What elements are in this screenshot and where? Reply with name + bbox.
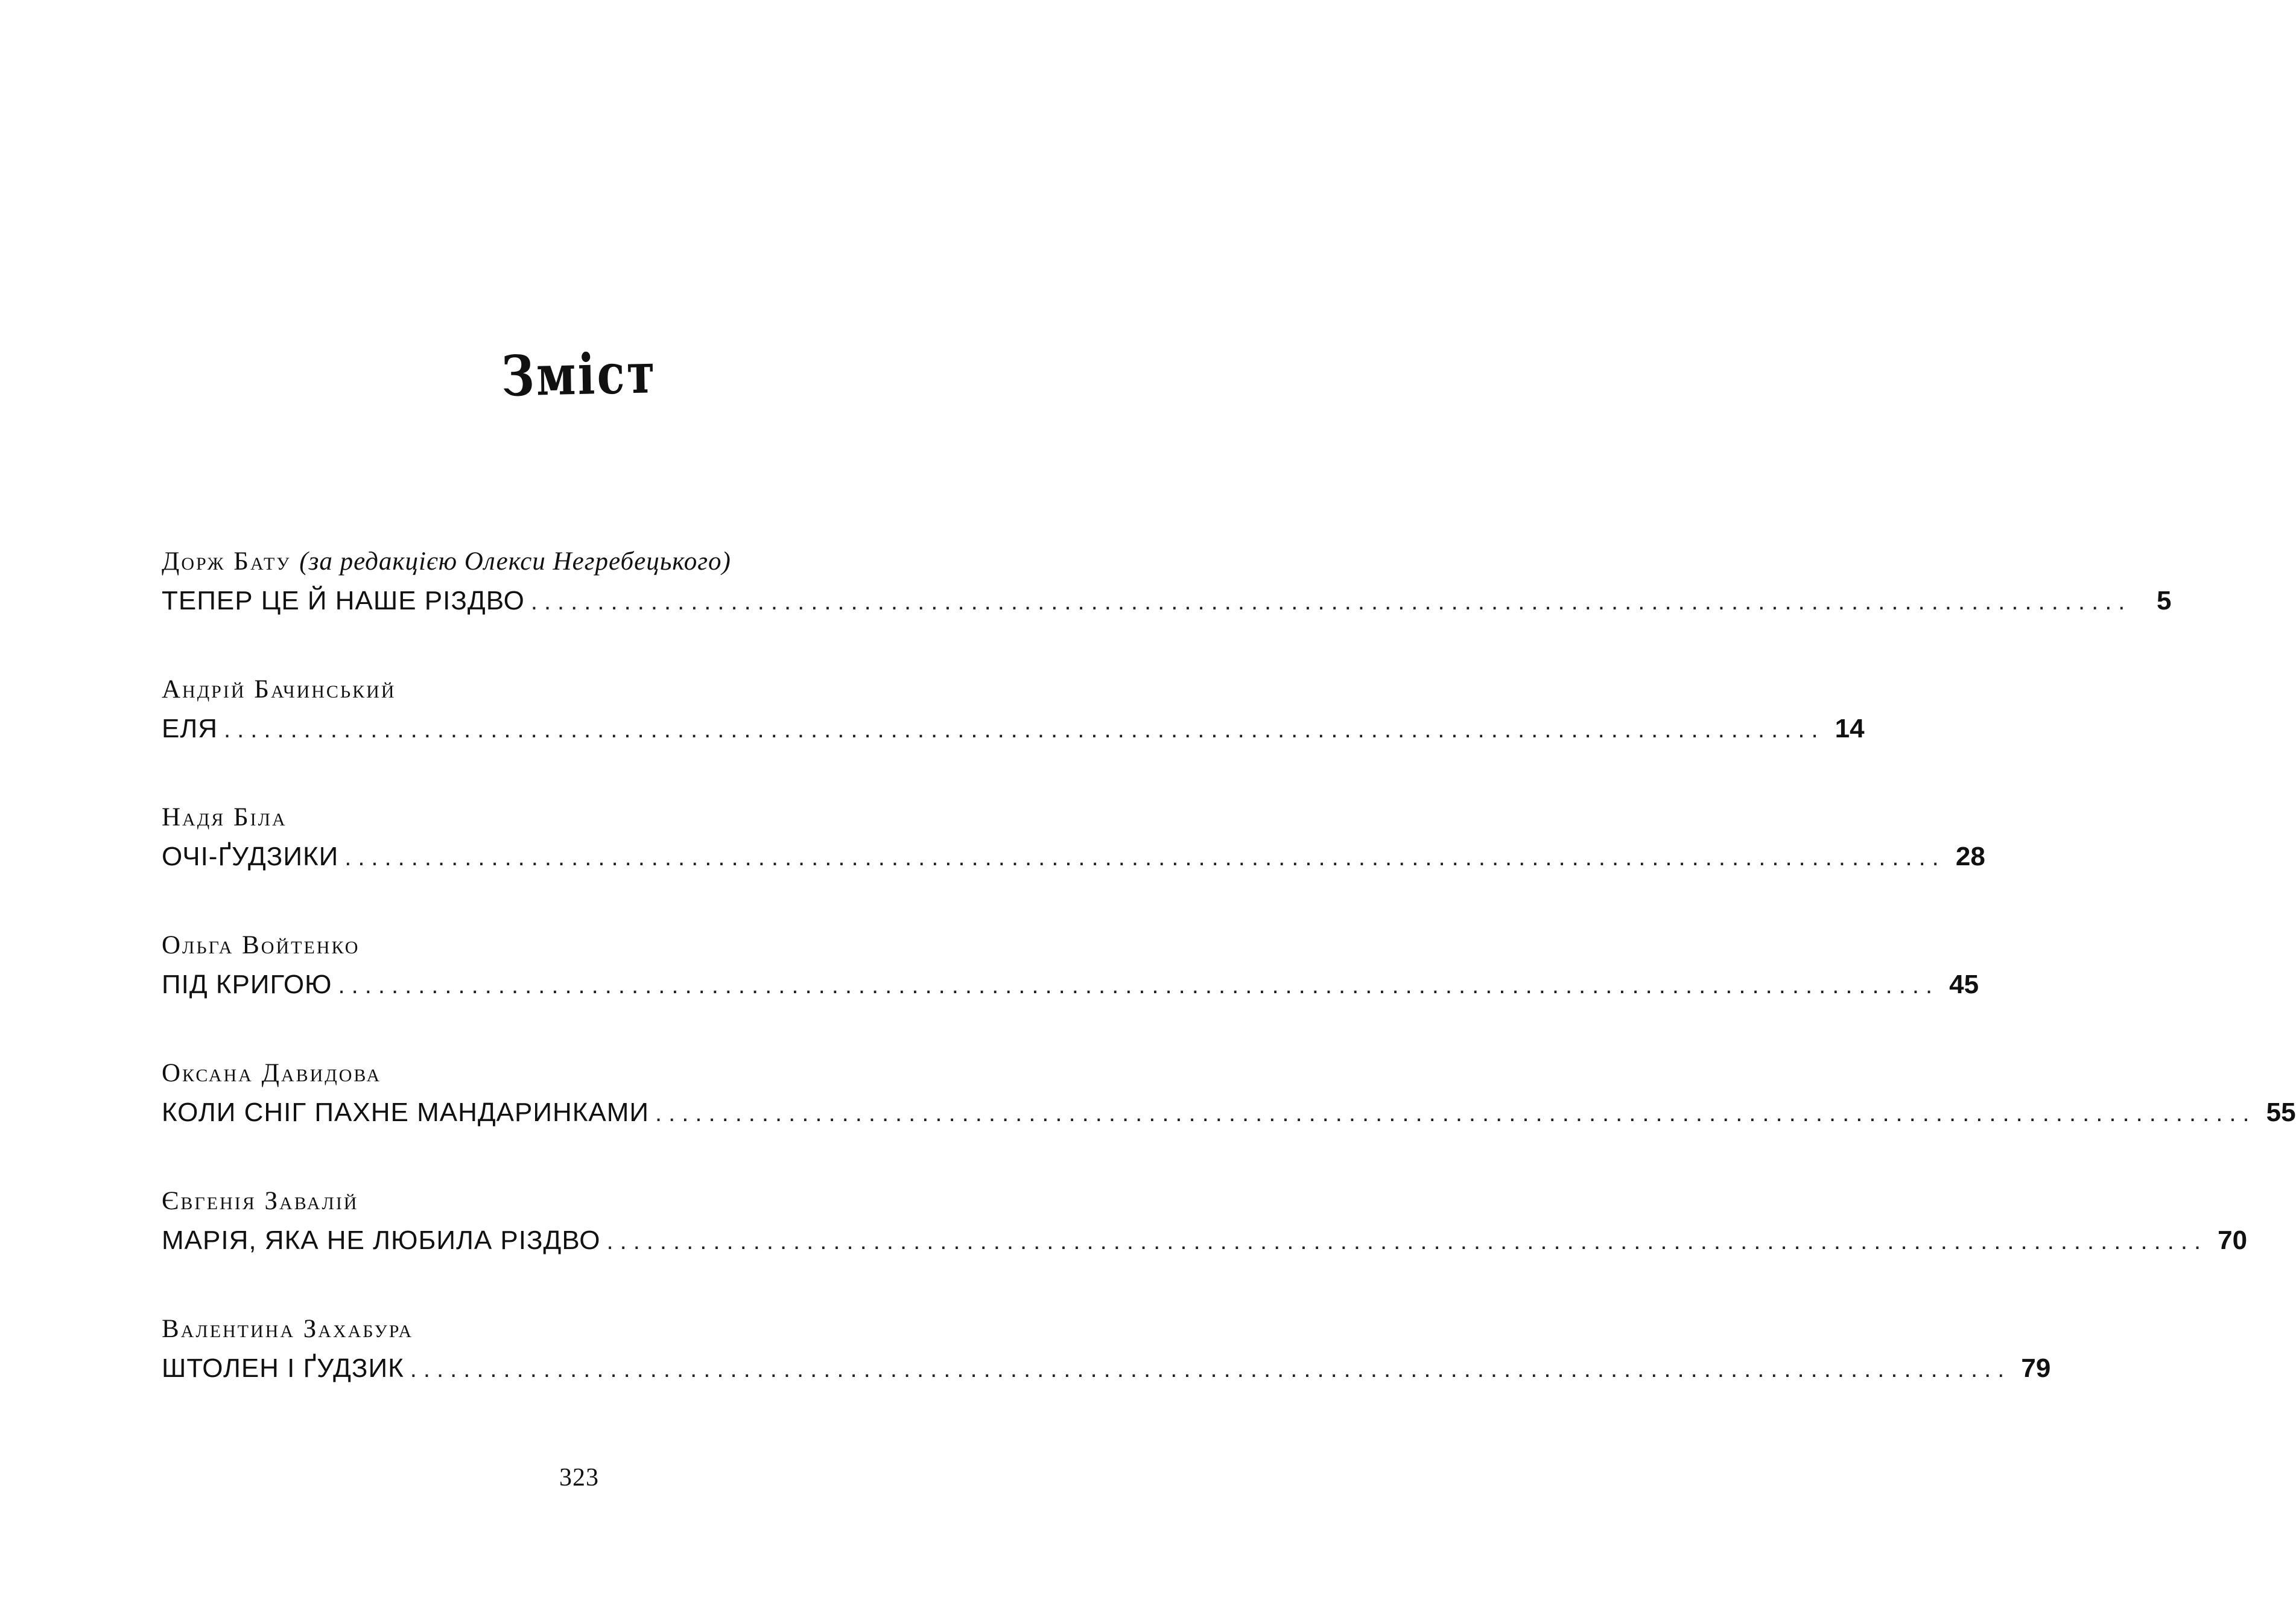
- toc-page-number: 79: [2021, 1353, 2051, 1383]
- toc-line[interactable]: [162, 842, 1985, 878]
- toc-page-number: 45: [1949, 970, 1979, 999]
- page-title: Зміст: [501, 340, 658, 409]
- toc-line[interactable]: [162, 1098, 2296, 1134]
- toc-page-number: 14: [1835, 714, 1865, 743]
- author-name: Ольга Войтенко: [162, 931, 360, 959]
- toc-entry: [162, 930, 1979, 1058]
- toc-author: [162, 930, 940, 961]
- toc-page-number: 55: [2266, 1098, 2296, 1127]
- toc-author: [162, 1314, 940, 1345]
- toc-story-title[interactable]: ЕЛЯ: [162, 714, 218, 743]
- toc-line[interactable]: [162, 1353, 2051, 1390]
- author-name: Євгенія Завалій: [162, 1187, 359, 1215]
- toc-entry: [162, 802, 1985, 930]
- dot-leader: ........................................................................................................................: [530, 588, 2132, 615]
- toc-story-title[interactable]: ШТОЛЕН І ҐУДЗИК: [162, 1353, 404, 1383]
- toc-story-title[interactable]: МАРІЯ, ЯКА НЕ ЛЮБИЛА РІЗДВО: [162, 1225, 601, 1255]
- editor-note: (за редакцією Олекси Негребецького): [299, 547, 731, 576]
- toc-entry: [162, 1058, 2296, 1186]
- toc-author: [162, 674, 940, 705]
- dot-leader: ........................................................................................................................: [410, 1356, 2011, 1382]
- toc-page-number: 70: [2218, 1225, 2248, 1255]
- toc-line[interactable]: [162, 714, 1865, 750]
- author-name: Валентина Захабура: [162, 1315, 414, 1343]
- toc-line[interactable]: [162, 970, 1979, 1006]
- toc-story-title[interactable]: ПІД КРИГОЮ: [162, 970, 332, 999]
- page-number: 323: [559, 1464, 599, 1492]
- toc-story-title[interactable]: ОЧІ-ҐУДЗИКИ: [162, 842, 339, 871]
- dot-leader: ........................................................................................................................: [655, 1100, 2256, 1127]
- toc-line[interactable]: [162, 586, 2172, 622]
- toc-entry: [162, 546, 2172, 674]
- toc-entry: [162, 1186, 2248, 1314]
- author-name: Дорж Бату: [162, 547, 291, 576]
- dot-leader: ........................................................................................................................: [338, 972, 1939, 999]
- toc-story-title[interactable]: КОЛИ СНІГ ПАХНЕ МАНДАРИНКАМИ: [162, 1098, 650, 1127]
- toc-line[interactable]: [162, 1225, 2248, 1262]
- toc-page-number: 28: [1955, 842, 1985, 871]
- toc-entry: [162, 1314, 2051, 1442]
- toc-entry: [162, 674, 1865, 802]
- toc-page-number: 5: [2156, 586, 2172, 615]
- author-name: Надя Біла: [162, 803, 287, 831]
- toc-author: [162, 546, 940, 577]
- toc-author: [162, 1186, 940, 1217]
- toc-story-title[interactable]: ТЕПЕР ЦЕ Й НАШЕ РІЗДВО: [162, 586, 525, 615]
- toc-author: [162, 802, 940, 833]
- dot-leader: ........................................................................................................................: [606, 1228, 2208, 1254]
- dot-leader: ........................................................................................................................: [224, 716, 1825, 743]
- author-name: Оксана Давидова: [162, 1059, 382, 1087]
- author-name: Андрій Бачинський: [162, 675, 396, 704]
- table-of-contents: [162, 546, 2296, 1442]
- toc-author: [162, 1058, 940, 1089]
- dot-leader: ........................................................................................................................: [344, 844, 1946, 871]
